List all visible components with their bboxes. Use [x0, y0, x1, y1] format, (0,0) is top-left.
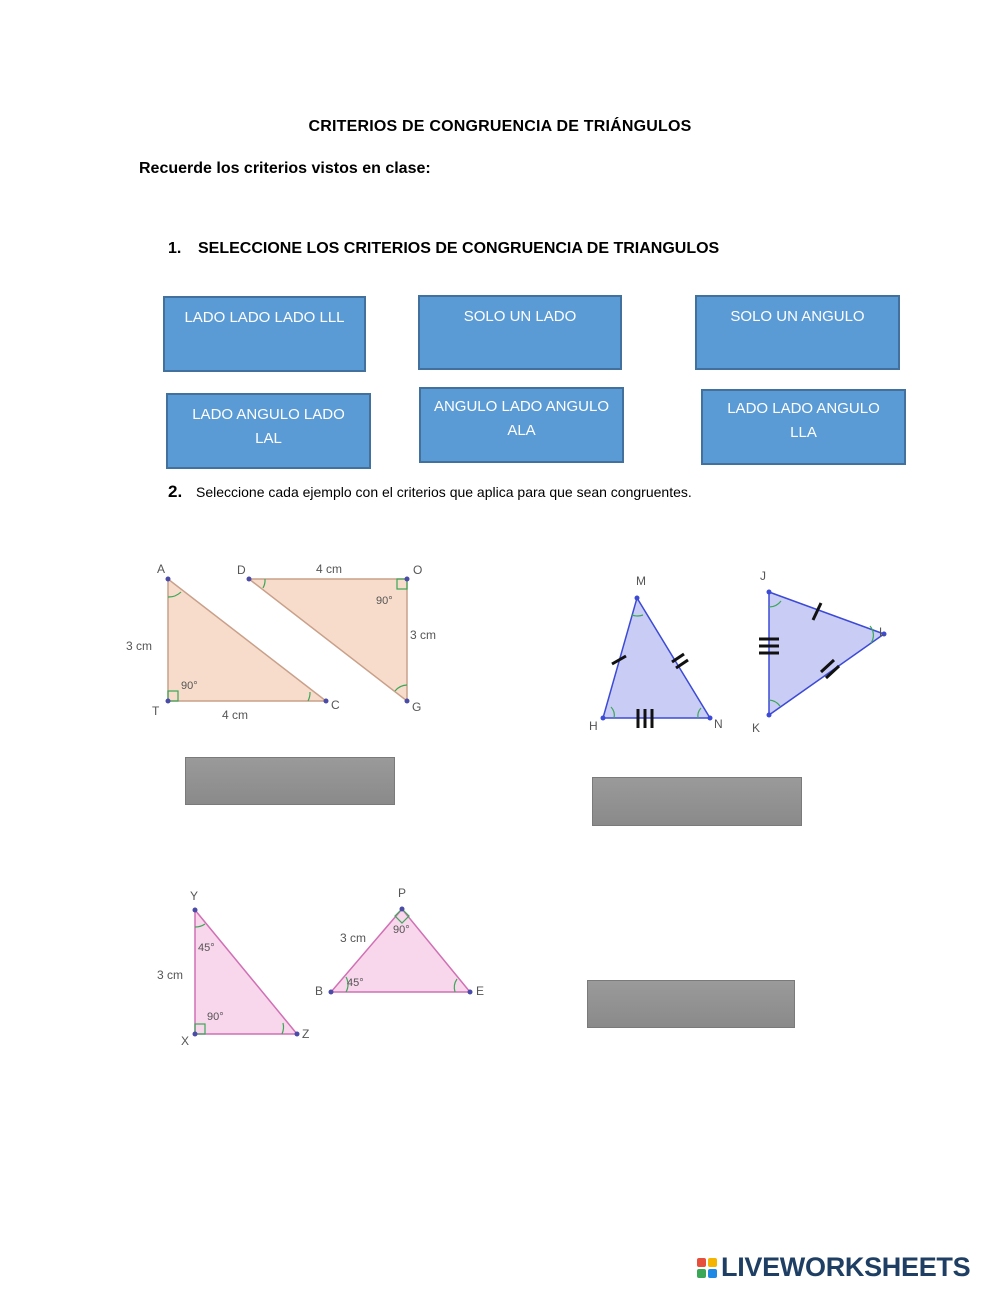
angle-t-label: 90° [181, 680, 198, 692]
vertex-d: D [237, 563, 246, 577]
worksheet-subtitle: Recuerde los criterios vistos en clase: [139, 160, 431, 177]
angle-y-label: 45° [198, 942, 215, 954]
option-solo-angulo[interactable] [695, 295, 900, 370]
option-lla-label: LADO LADO ANGULO LLA [727, 400, 880, 441]
vertex-g: G [412, 700, 422, 714]
logo-square-blue [708, 1269, 717, 1278]
side-at-label: 3 cm [126, 639, 153, 653]
liveworksheets-logo [697, 1252, 970, 1283]
option-lal[interactable] [166, 393, 371, 469]
vertex-z: Z [302, 1027, 310, 1041]
question-1-text: SELECCIONE LOS CRITERIOS DE CONGRUENCIA DE TRIANGULOS [198, 240, 720, 257]
option-lal-label: LADO ANGULO LADO LAL [192, 406, 345, 447]
vertex-l: L [879, 625, 886, 639]
question-2-number: 2. [168, 482, 183, 501]
liveworksheets-logo-text: LIVEWORKSHEETS [721, 1252, 971, 1282]
vertex-c: C [331, 698, 340, 712]
question-2 [168, 482, 692, 502]
option-ala-label: ANGULO LADO ANGULO ALA [433, 398, 610, 439]
vertex-m: M [636, 574, 646, 588]
vertex-x: X [181, 1034, 190, 1048]
option-lla[interactable] [701, 389, 906, 465]
vertex-h: H [589, 719, 598, 733]
side-og-label: 3 cm [410, 628, 437, 642]
vertex-y: Y [190, 889, 199, 903]
option-solo-angulo-label: SOLO UN ANGULO [730, 308, 865, 325]
angle-b-label: 45° [347, 977, 364, 989]
answer-drop-zone-2[interactable] [592, 777, 802, 826]
liveworksheets-logo-icon [697, 1258, 717, 1278]
question-1 [168, 240, 719, 258]
option-ala[interactable] [419, 387, 624, 463]
triangle-jkl [769, 592, 884, 715]
option-solo-lado[interactable] [418, 295, 622, 370]
angle-p-label: 90° [393, 924, 410, 936]
logo-square-green [697, 1269, 706, 1278]
vertex-k: K [752, 721, 761, 735]
vertex-p: P [398, 886, 407, 900]
vertex-t: T [152, 704, 160, 718]
option-lll-label: LADO LADO LADO LLL [184, 309, 345, 326]
option-lll[interactable] [163, 296, 366, 372]
question-2-text: Seleccione cada ejemplo con el criterios que aplica para que sean congruentes. [196, 484, 692, 500]
logo-square-yellow [708, 1258, 717, 1267]
vertex-b: B [315, 984, 324, 998]
figure-2-triangles [580, 565, 900, 740]
side-do-label: 4 cm [316, 562, 343, 576]
logo-square-red [697, 1258, 706, 1267]
vertex-j: J [760, 569, 766, 583]
angle-o-label: 90° [376, 595, 393, 607]
question-1-number: 1. [168, 240, 182, 257]
triangle-mhn [603, 598, 710, 718]
vertex-n: N [714, 717, 723, 731]
vertex-a: A [157, 562, 166, 576]
answer-drop-zone-3[interactable] [587, 980, 795, 1028]
angle-x-label: 90° [207, 1011, 224, 1023]
answer-drop-zone-1[interactable] [185, 757, 395, 805]
vertex-e: E [476, 984, 485, 998]
side-bp-label: 3 cm [340, 931, 367, 945]
side-tc-label: 4 cm [222, 708, 249, 722]
worksheet-title: CRITERIOS DE CONGRUENCIA DE TRIÁNGULOS [308, 118, 692, 135]
side-xy-label: 3 cm [157, 968, 184, 982]
figure-3-triangles [145, 880, 505, 1050]
vertex-o: O [413, 563, 423, 577]
figure-1-triangles [110, 555, 460, 730]
option-solo-lado-label: SOLO UN LADO [463, 308, 577, 325]
